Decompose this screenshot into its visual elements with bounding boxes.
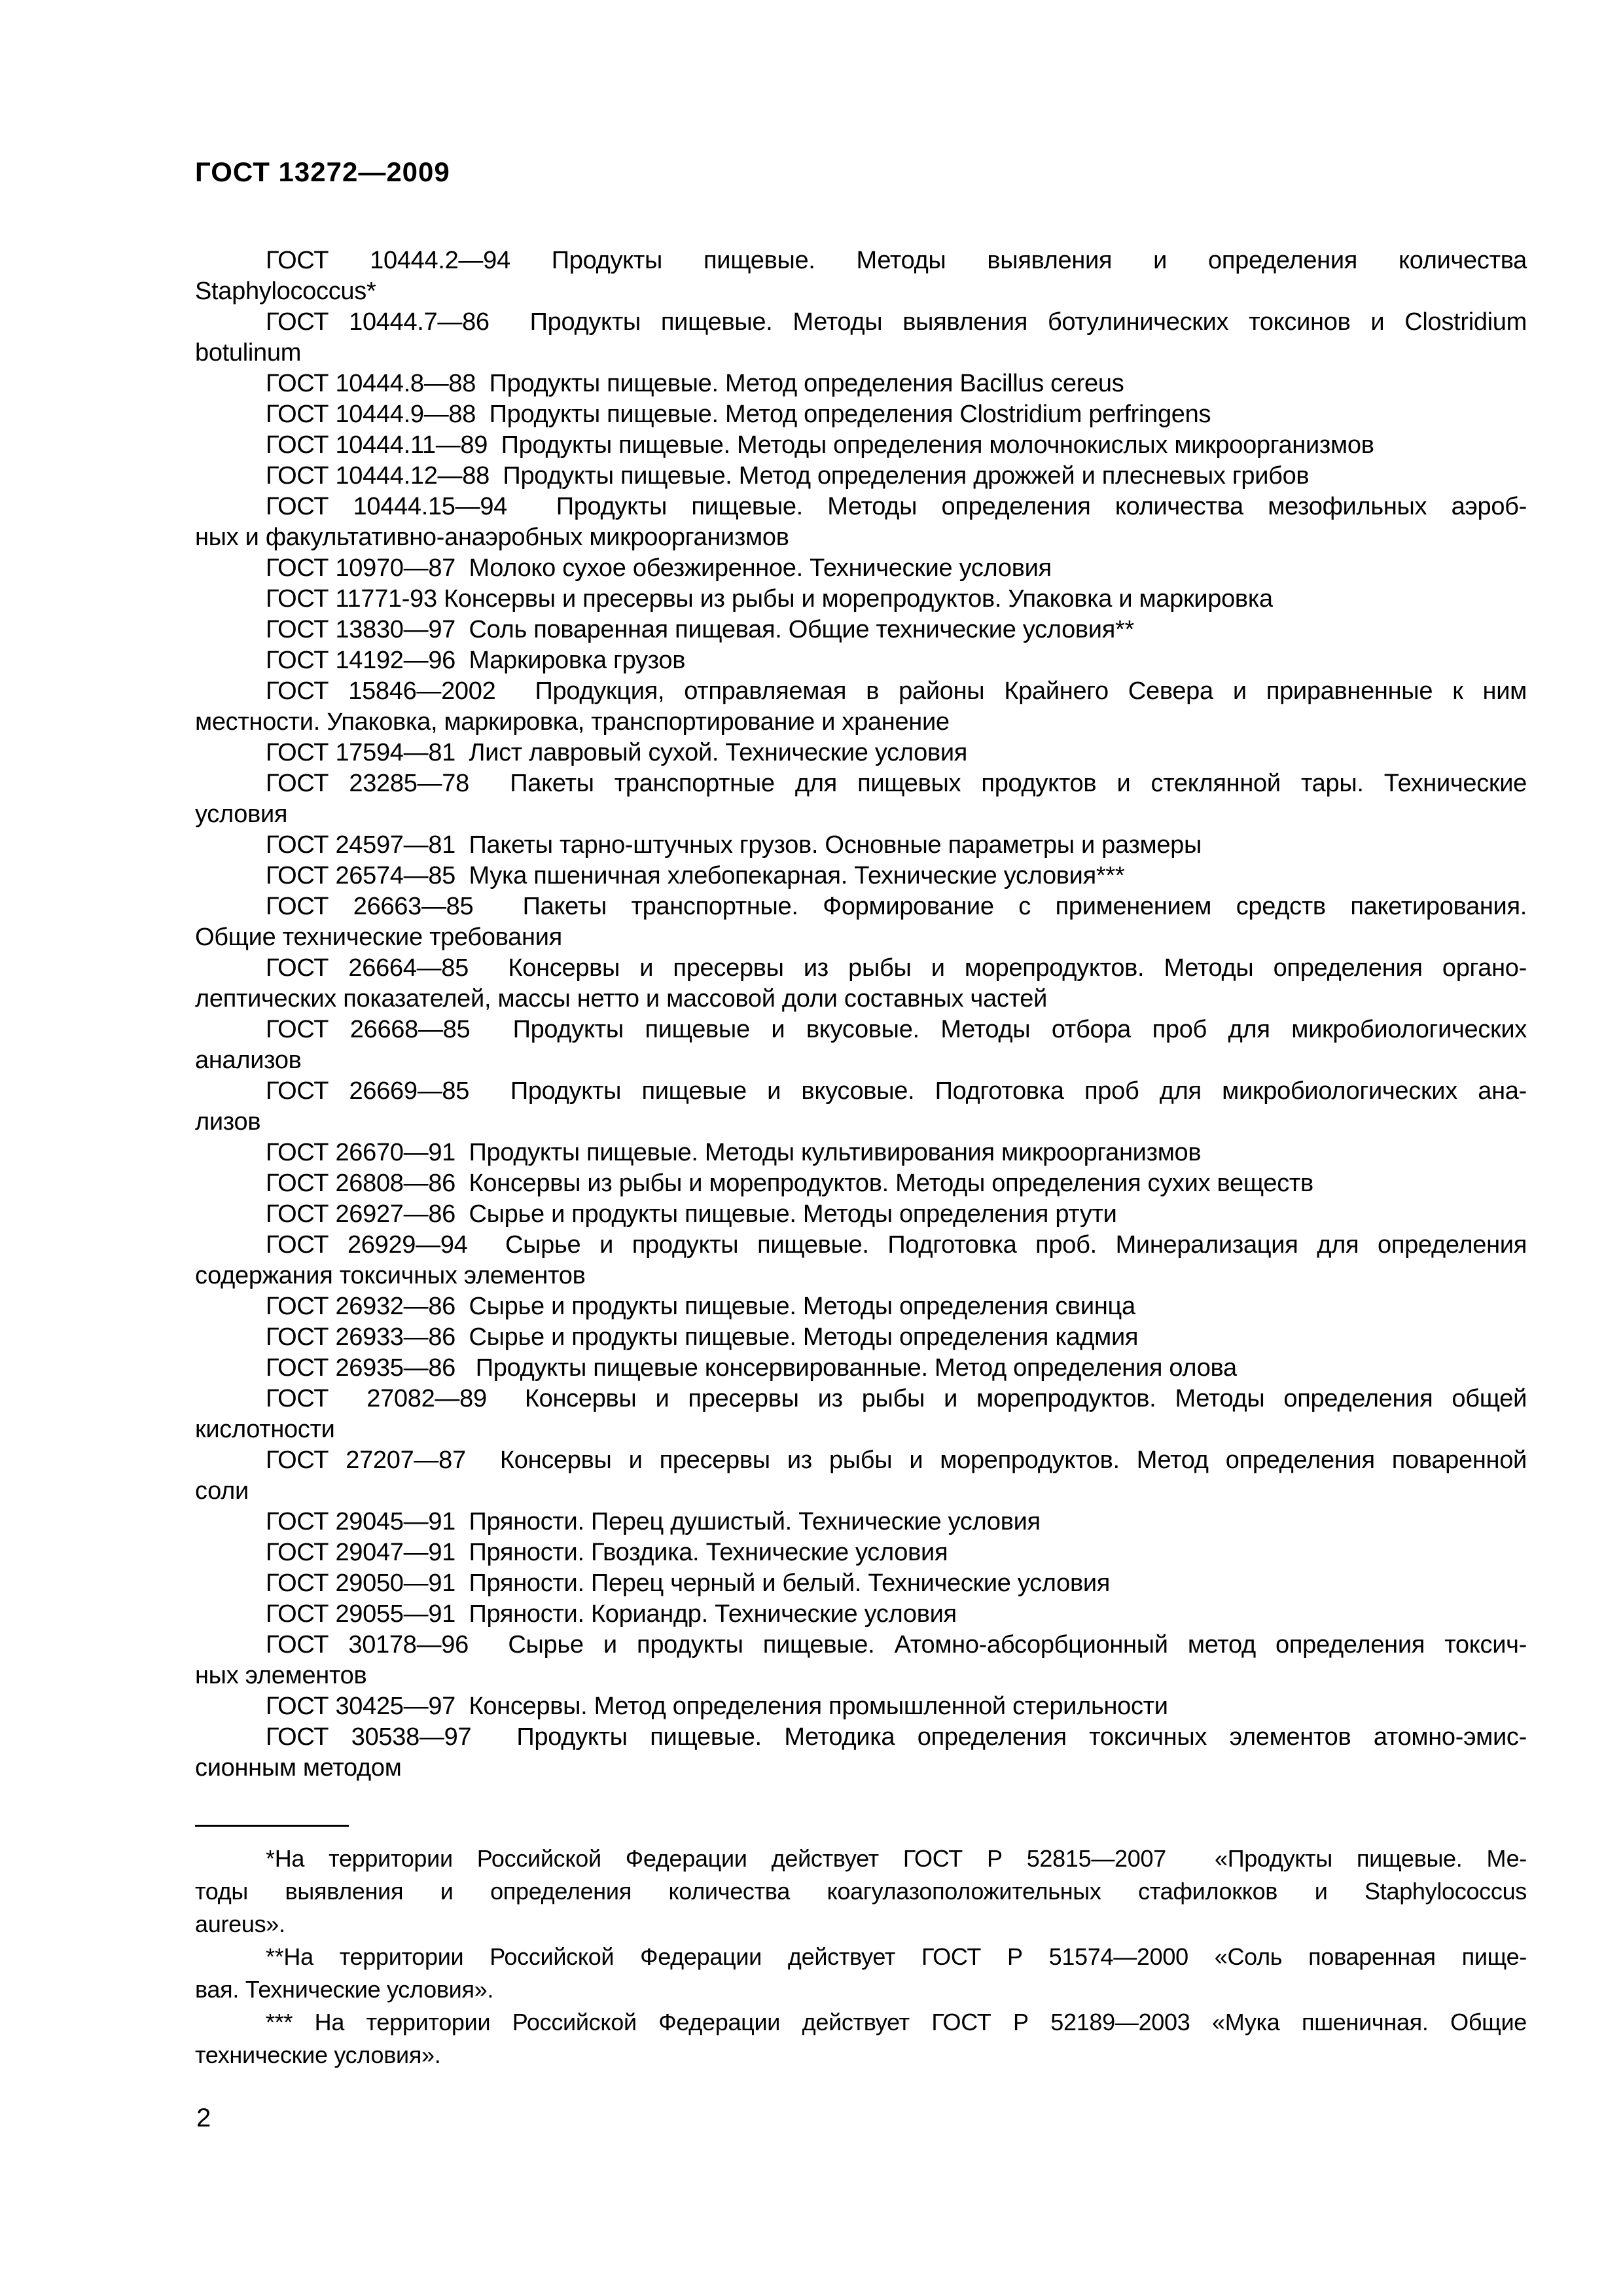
reference-line: ГОСТ 26670—91 Продукты пищевые. Методы культивирования микроорганизмов [266, 1139, 1202, 1166]
reference-line: ГОСТ 26669—85 Продукты пищевые и вкусовые. Подготовка проб для микробиологических ана- [266, 1077, 1527, 1105]
footnote-line: вая. Технические условия». [195, 1976, 494, 2003]
reference-line: условия [195, 800, 288, 828]
reference-line: ГОСТ 10444.2—94 Продукты пищевые. Методы выявления и определения количества [266, 247, 1527, 274]
reference-line: лизов [195, 1108, 261, 1136]
reference-line: ГОСТ 30425—97 Консервы. Метод определения промышленной стерильности [266, 1693, 1168, 1720]
reference-line: ГОСТ 26808—86 Консервы из рыбы и морепродуктов. Методы определения сухих веществ [266, 1170, 1313, 1197]
reference-line: ГОСТ 26663—85 Пакеты транспортные. Формирование с применением средств пакетирования. [266, 893, 1527, 920]
footnote-divider-rule [195, 1825, 349, 1827]
footnote-line: тоды выявления и определения количества коагулазоположительных стафилокков и Staphylococcus [195, 1878, 1527, 1905]
reference-line: ГОСТ 26932—86 Сырье и продукты пищевые. Методы определения свинца [266, 1293, 1135, 1320]
reference-line: ГОСТ 26927—86 Сырье и продукты пищевые. Методы определения ртути [266, 1200, 1117, 1228]
reference-line: botulinum [195, 339, 302, 367]
reference-line: содержания токсичных элементов [195, 1262, 586, 1289]
footnote-line: **На территории Российской Федерации действует ГОСТ Р 51574—2000 «Соль поваренная пище- [266, 1943, 1527, 1970]
reference-line: анализов [195, 1047, 302, 1074]
reference-line: ГОСТ 29055—91 Пряности. Кориандр. Технические условия [266, 1600, 957, 1628]
footnote-line: *** На территории Российской Федерации действует ГОСТ Р 52189—2003 «Мука пшеничная. Общие [266, 2009, 1527, 2036]
reference-line: ГОСТ 26664—85 Консервы и пресервы из рыбы и морепродуктов. Методы определения органо- [266, 954, 1527, 982]
reference-line: ГОСТ 15846—2002 Продукция, отправляемая в районы Крайнего Севера и приравненные к ним [266, 677, 1527, 705]
reference-line: ГОСТ 17594—81 Лист лавровый сухой. Технические условия [266, 739, 968, 766]
footnote-line: *На территории Российской Федерации действует ГОСТ Р 52815—2007 «Продукты пищевые. Ме- [266, 1845, 1527, 1872]
reference-line: ГОСТ 10444.9—88 Продукты пищевые. Метод определения Clostridium perfringens [266, 401, 1211, 428]
reference-line: ГОСТ 30178—96 Сырье и продукты пищевые. Атомно-абсорбционный метод определения токсич- [266, 1631, 1527, 1659]
reference-line: ГОСТ 10444.8—88 Продукты пищевые. Метод определения Bacillus cereus [266, 370, 1124, 397]
reference-line: ГОСТ 10444.12—88 Продукты пищевые. Метод определения дрожжей и плесневых грибов [266, 462, 1310, 490]
reference-line: ГОСТ 26935—86 Продукты пищевые консервированные. Метод определения олова [266, 1354, 1237, 1382]
reference-line: ГОСТ 10444.7—86 Продукты пищевые. Методы выявления ботулинических токсинов и Clostridium [266, 308, 1527, 336]
reference-line: соли [195, 1477, 249, 1505]
normative-references-list [195, 245, 1527, 1784]
reference-line: местности. Упаковка, маркировка, транспортирование и хранение [195, 708, 950, 736]
reference-line: ГОСТ 14192—96 Маркировка грузов [266, 647, 686, 674]
reference-line: ГОСТ 27082—89 Консервы и пресервы из рыбы и морепродуктов. Методы определения общей [266, 1385, 1527, 1412]
reference-line: ГОСТ 26933—86 Сырье и продукты пищевые. Методы определения кадмия [266, 1323, 1139, 1351]
reference-line: кислотности [195, 1416, 335, 1443]
reference-line: ГОСТ 10444.11—89 Продукты пищевые. Методы определения молочнокислых микроорганизмов [266, 431, 1374, 459]
reference-line: ГОСТ 26929—94 Сырье и продукты пищевые. Подготовка проб. Минерализация для определения [266, 1231, 1527, 1259]
reference-line: ГОСТ 27207—87 Консервы и пресервы из рыбы и морепродуктов. Метод определения поваренной [266, 1446, 1527, 1474]
reference-line: ГОСТ 10444.15—94 Продукты пищевые. Методы определения количества мезофильных аэроб- [266, 493, 1527, 520]
footnotes-block [195, 1842, 1527, 2072]
reference-line: ГОСТ 26574—85 Мука пшеничная хлебопекарная. Технические условия*** [266, 862, 1125, 889]
page-number: 2 [196, 2104, 211, 2132]
footnote-line: aureus». [195, 1910, 285, 1937]
reference-line: ГОСТ 30538—97 Продукты пищевые. Методика определения токсичных элементов атомно-эмис- [266, 1723, 1527, 1751]
reference-line: ных элементов [195, 1662, 367, 1689]
reference-line: ГОСТ 23285—78 Пакеты транспортные для пищевых продуктов и стеклянной тары. Технические [266, 770, 1527, 797]
reference-line: Staphylococcus* [195, 278, 376, 305]
reference-line: Общие технические требования [195, 924, 562, 951]
reference-line: ГОСТ 13830—97 Соль поваренная пищевая. Общие технические условия** [266, 616, 1134, 643]
reference-line: ГОСТ 10970—87 Молоко сухое обезжиренное. Технические условия [266, 554, 1052, 582]
document-number-header: ГОСТ 13272—2009 [195, 156, 450, 187]
reference-line: ГОСТ 24597—81 Пакеты тарно-штучных грузов. Основные параметры и размеры [266, 831, 1202, 859]
reference-line: ГОСТ 29050—91 Пряности. Перец черный и белый. Технические условия [266, 1570, 1111, 1597]
reference-line: ГОСТ 26668—85 Продукты пищевые и вкусовые. Методы отбора проб для микробиологических [266, 1016, 1527, 1043]
reference-line: ГОСТ 29045—91 Пряности. Перец душистый. Технические условия [266, 1508, 1041, 1535]
reference-line: ГОСТ 11771-93 Консервы и пресервы из рыбы и морепродуктов. Упаковка и маркировка [266, 585, 1273, 613]
reference-line: лептических показателей, массы нетто и массовой доли составных частей [195, 985, 1048, 1013]
reference-line: сионным методом [195, 1754, 402, 1782]
reference-line: ных и факультативно-анаэробных микроорганизмов [195, 524, 789, 551]
reference-line: ГОСТ 29047—91 Пряности. Гвоздика. Технические условия [266, 1539, 948, 1566]
footnote-line: технические условия». [195, 2041, 441, 2068]
